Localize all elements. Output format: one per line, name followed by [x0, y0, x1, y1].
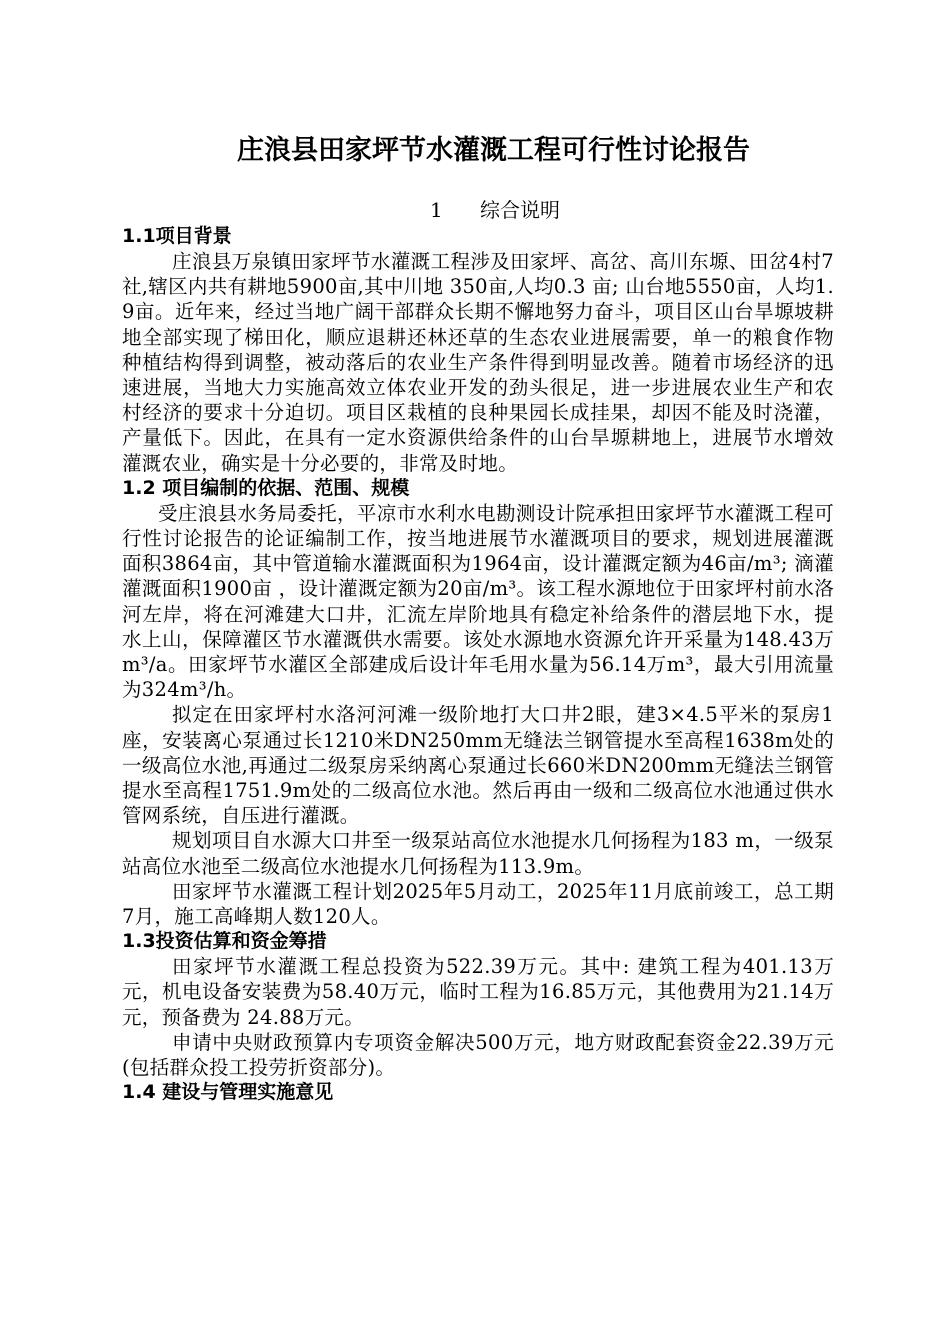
paragraph: 受庄浪县水务局委托，平凉市水利水电勘测设计院承担田家坪节水灌溉工程可行性讨论报告的论证编制工作，按当地进展节水灌溉项目的要求，规划进展灌溉面积3864亩，其中管道输水灌溉面积为1964亩，设计灌溉定额为46亩/m³; 滴灌灌溉面积1900亩 ，设计灌溉定额为20亩/m³。该工程水源地位于田家坪村前水洛河左岸，将在河滩建大口井，汇流左岸阶地具有稳定补给条件的潜层地下水，提水上山，保障灌区节水灌溉供水需要。该处水源地水资源允许开采量为148.43万m³/a。田家坪节水灌区全部建成后设计年毛用水量为56.14万m³，最大引用流量为324m³/h。: [122, 501, 834, 702]
paragraph: 田家坪节水灌溉工程总投资为522.39万元。其中: 建筑工程为401.13万元，机电设备安装费为58.40万元，临时工程为16.85万元，其他费用为21.14万元，预备费为 24.88万元。: [122, 955, 834, 1029]
section-heading: 1.2 项目编制的依据、范围、规模: [122, 476, 410, 499]
paragraph: 庄浪县万泉镇田家坪节水灌溉工程涉及田家坪、高岔、高川东塬、田岔4村7社,辖区内共有耕地5900亩,其中川地 350亩,人均0.3 亩; 山台地5550亩，人均1.9亩。近年来，经过当地广阔干部群众长期不懈地努力奋斗，项目区山台旱塬坡耕地全部实现了梯田化，顺应退耕还林还草的生态农业进展需要，单一的粮食作物种植结构得到调整，被动落后的农业生产条件得到明显改善。随着市场经济的迅速进展，当地大力实施高效立体农业开发的劲头很足，进一步进展农业生产和农村经济的要求十分迫切。项目区栽植的良种果园长成挂果，却因不能及时浇灌，产量低下。因此，在具有一定水资源供给条件的山台旱塬耕地上，进展节水增效灌溉农业，确实是十分必要的，非常及时地。: [122, 250, 834, 475]
paragraph: 规划项目自水源大口井至一级泵站高位水池提水几何扬程为183 m，一级泵站高位水池至二级高位水池提水几何扬程为113.9m。: [122, 829, 834, 878]
section-construction-management: [122, 1080, 834, 1105]
chapter-number: 1: [430, 198, 443, 222]
section-heading: 1.1项目背景: [122, 225, 232, 247]
section-project-background: [122, 224, 834, 476]
section-heading: 1.4 建设与管理实施意见: [122, 1081, 334, 1104]
chapter-label: 综合说明: [480, 198, 560, 222]
section-basis-scope-scale: [122, 476, 834, 929]
section-heading: 1.3投资估算和资金筹措: [122, 930, 327, 953]
paragraph: 田家坪节水灌溉工程计划2025年5月动工，2025年11月底前竣工，总工期7月，施工高峰期人数120人。: [122, 879, 834, 929]
document-title: 庄浪县田家坪节水灌溉工程可行性讨论报告: [237, 135, 750, 166]
paragraph: 拟定在田家坪村水洛河河滩一级阶地打大口井2眼，建3×4.5平米的泵房1座，安装离心泵通过长1210米DN250mm无缝法兰钢管提水至高程1638m处的一级高位水池,再通过二级泵房采纳离心泵通过长660米DN200mm无缝法兰钢管提水至高程1751.9m处的二级高位水池。然后再由一级和二级高位水池通过供水管网系统，自压进行灌溉。: [122, 703, 834, 828]
document-page: [122, 128, 834, 1105]
chapter-heading: [122, 196, 834, 224]
paragraph: 申请中央财政预算内专项资金解决500万元，地方财政配套资金22.39万元(包括群众投工投劳折资部分)。: [122, 1030, 834, 1080]
section-investment-funding: [122, 929, 834, 1080]
